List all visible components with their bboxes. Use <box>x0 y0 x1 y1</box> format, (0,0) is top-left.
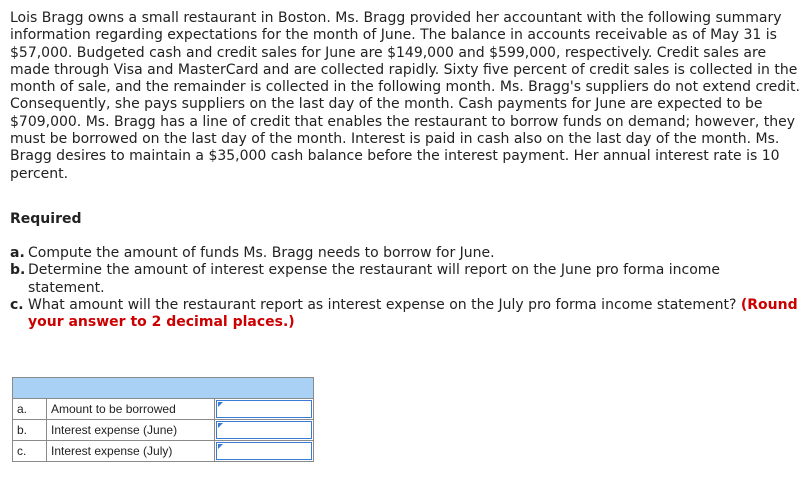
question-text: Determine the amount of interest expense the restaurant will report on the June pro forma income statement. <box>28 262 721 296</box>
question-letter: c. <box>10 296 24 313</box>
row-label: Amount to be borrowed <box>47 399 215 420</box>
answer-cell <box>215 399 314 420</box>
row-letter: a. <box>13 399 47 420</box>
row-letter: b. <box>13 420 47 441</box>
answer-table <box>12 377 314 462</box>
rounding-instruction: (Round your answer to 2 decimal places.) <box>28 296 798 331</box>
table-row <box>13 441 314 462</box>
question-letter: b. <box>10 262 26 279</box>
answer-cell <box>215 420 314 441</box>
question-list <box>10 245 800 331</box>
amount-borrowed-input[interactable] <box>216 400 312 418</box>
row-letter: c. <box>13 441 47 462</box>
row-label: Interest expense (July) <box>47 441 215 462</box>
table-header-cell <box>13 378 314 399</box>
question-text: What amount will the restaurant report as interest expense on the July pro forma income statement? <box>28 296 737 313</box>
question-letter: a. <box>10 245 25 261</box>
interest-june-input[interactable] <box>216 421 312 439</box>
required-heading: Required <box>10 211 82 227</box>
interest-july-input[interactable] <box>216 442 312 460</box>
table-header-row <box>13 378 314 399</box>
question-text: Compute the amount of funds Ms. Bragg needs to borrow for June. <box>28 245 495 261</box>
table-row <box>13 420 314 441</box>
problem-statement: Lois Bragg owns a small restaurant in Boston. Ms. Bragg provided her accountant with the following summary information regarding expectations for the month of June. The balance in accounts receivable as of May 31 is $57,000. Budgeted cash and credit sales for June are $149,000 and $599,000, respectively. Credit sales are made through Visa and MasterCard and are collected rapidly. Sixty five percent of credit sales is collected in the month of sale, and the remainder is collected in the following month. Ms. Bragg's suppliers do not extend credit. Consequently, she pays suppliers on the last day of the month. Cash payments for June are expected to be $709,000. Ms. Bragg has a line of credit that enables the restaurant to borrow funds on demand; however, they must be borrowed on the last day of the month. Interest is paid in cash also on the last day of the month. Ms. Bragg desires to maintain a $35,000 cash balance before the interest payment. Her annual interest rate is 10 percent. <box>10 10 800 182</box>
question-item-a <box>10 245 800 262</box>
question-item-c <box>10 297 800 332</box>
question-item-b <box>10 262 800 297</box>
row-label: Interest expense (June) <box>47 420 215 441</box>
answer-cell <box>215 441 314 462</box>
table-row <box>13 399 314 420</box>
